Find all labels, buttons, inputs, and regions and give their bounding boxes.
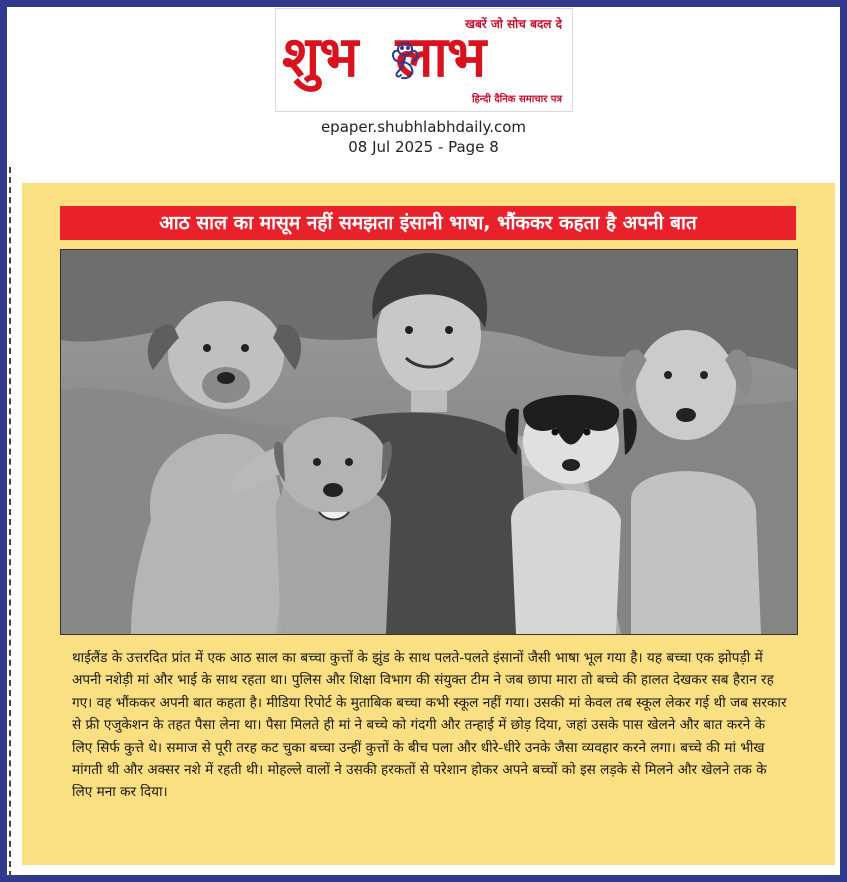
article-photo: [60, 249, 798, 635]
article-clip: [22, 183, 835, 865]
boy-with-dogs-image: [61, 250, 797, 634]
article-body: थाईलैंड के उत्तरदित प्रांत में एक आठ साल का बच्चा कुत्तों के झुंड के साथ पलते-पलते इंसानों जैसी भाषा भूल गया है। यह बच्चा एक झोपड़ी में अपनी नशेड़ी मां और भाई के साथ रहता था। पुलिस और शिक्षा विभाग की संयुक्त टीम ने जब छापा मारा तो बच्चे की हालत देखकर सब हैरान रह गए। वह भौंककर अपनी बात कहता है। मीडिया रिपोर्ट के मुताबिक बच्चा कभी स्कूल नहीं गया। उसकी मां केवल तब स्कूल लेकर गई थी जब सरकार से फ्री एजुकेशन के तहत पैसा लेना था। पैसा मिलते ही मां ने बच्चे को गंदगी और तन्हाई में छोड़ दिया, जहां उसके पास खेलने और बात करने के लिए सिर्फ कुत्ते थे। समाज से पूरी तरह कट चुका बच्चा उन्हीं कुत्तों के बीच पला और धीरे-धीरे उनके जैसा व्यवहार करने लगा। बच्चे की मां भीख मांगती थी और अक्सर नशे में रहती थी। मोहल्ले वालों ने उसकी हरकतों से परेशान होकर अपने बच्चों को इस लड़के से मिलने और खेलने तक के लिए मना कर दिया।: [72, 650, 787, 801]
article-headline: आठ साल का मासूम नहीं समझता इंसानी भाषा, भौंककर कहता है अपनी बात: [60, 206, 796, 240]
logo-text-left: शुभ: [282, 25, 358, 90]
masthead-tagline: खबरें जो सोच बदल दे: [465, 17, 562, 31]
masthead-logo[interactable]: [275, 8, 573, 112]
logo-text-right: लाभ: [395, 25, 486, 90]
edition-date-page: 08 Jul 2025 - Page 8: [348, 138, 499, 156]
masthead-subtitle: हिन्दी दैनिक समाचार पत्र: [471, 94, 562, 105]
logo-wordmark: [282, 23, 485, 93]
epaper-page: [7, 7, 840, 875]
clip-cut-line: [9, 167, 11, 877]
site-url[interactable]: epaper.shubhlabhdaily.com: [320, 118, 527, 136]
ganesha-icon: [388, 39, 422, 81]
